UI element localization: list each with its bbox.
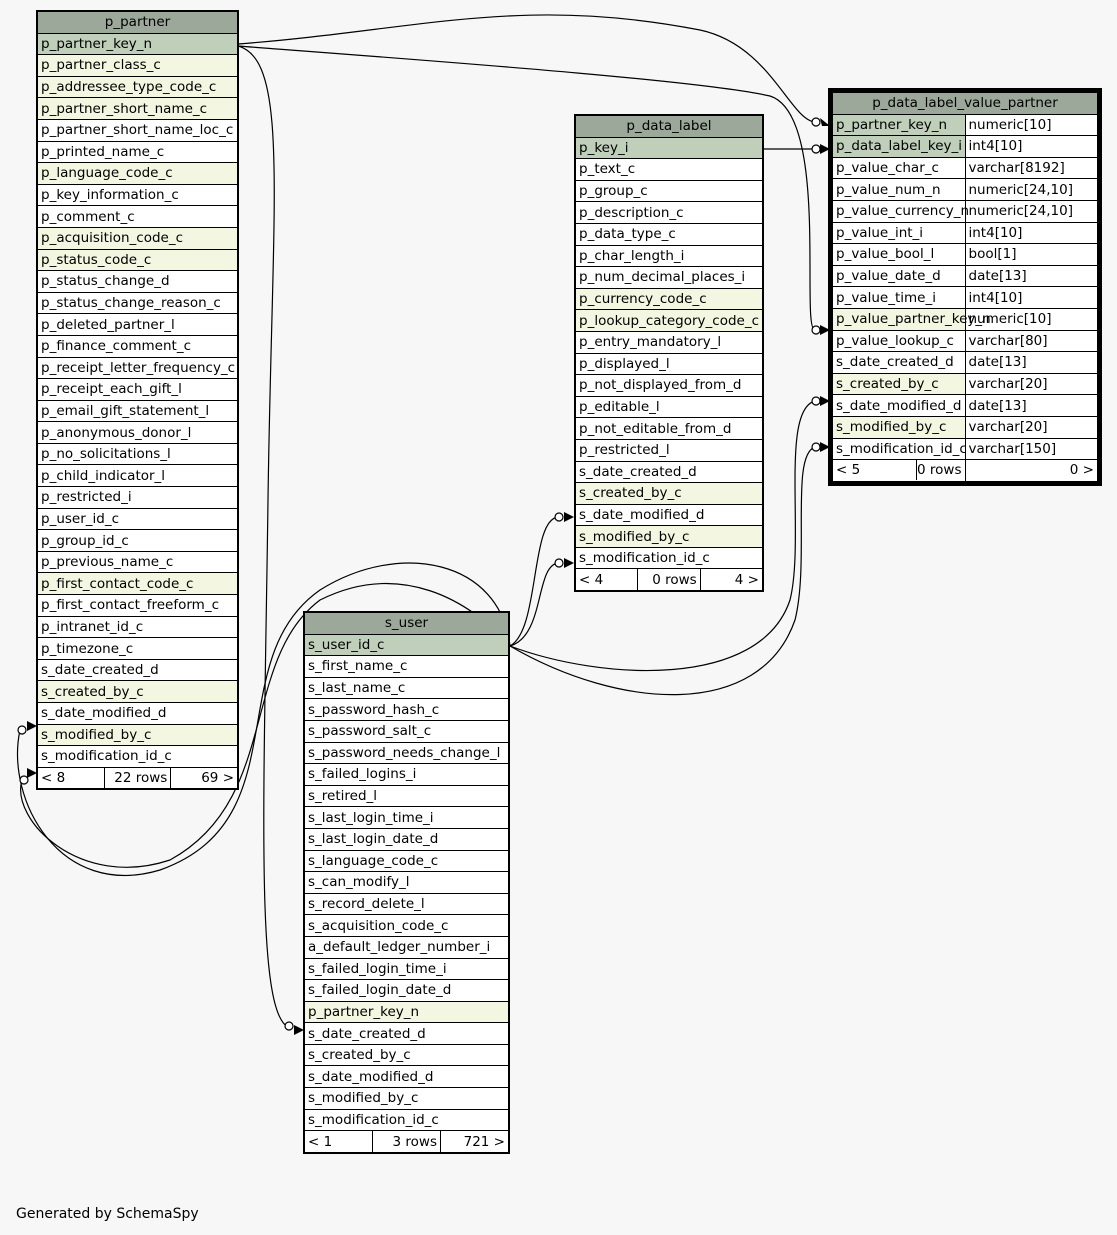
column-row[interactable] (305, 915, 509, 937)
column-name: s_created_by_c (833, 373, 966, 395)
column-name: s_failed_login_date_d (305, 980, 509, 1002)
column-name: p_data_type_c (576, 223, 763, 245)
column-type: date[13] (965, 395, 1098, 417)
edge-arrowhead (564, 558, 574, 568)
column-name: s_failed_logins_i (305, 764, 509, 786)
column-row[interactable] (305, 828, 509, 850)
column-row[interactable] (833, 416, 1098, 438)
column-name: p_first_contact_freeform_c (38, 595, 238, 617)
column-row[interactable] (38, 746, 238, 768)
column-name: p_value_date_d (833, 265, 966, 287)
table-parents-count[interactable]: < 8 (38, 767, 105, 789)
column-row[interactable] (38, 465, 238, 487)
column-row[interactable] (833, 222, 1098, 244)
column-name: p_acquisition_code_c (38, 227, 238, 249)
column-row[interactable] (38, 357, 238, 379)
column-row[interactable] (38, 163, 238, 185)
column-row[interactable] (38, 33, 238, 55)
column-row[interactable] (576, 461, 763, 483)
column-row[interactable] (833, 287, 1098, 309)
column-row[interactable] (576, 418, 763, 440)
column-row[interactable] (305, 850, 509, 872)
column-name: s_password_needs_change_l (305, 742, 509, 764)
column-row[interactable] (38, 724, 238, 746)
column-row[interactable] (305, 980, 509, 1002)
column-row[interactable] (576, 483, 763, 505)
column-row[interactable] (305, 699, 509, 721)
table-children-count[interactable]: 4 > (700, 569, 762, 591)
column-name: p_value_time_i (833, 287, 966, 309)
column-row[interactable] (38, 681, 238, 703)
table-children-count[interactable]: 721 > (441, 1131, 509, 1153)
table-title: p_data_label (576, 116, 763, 138)
column-row[interactable] (305, 1109, 509, 1131)
column-name: p_restricted_i (38, 487, 238, 509)
column-name: p_char_length_i (576, 245, 763, 267)
column-name: p_partner_key_n (38, 33, 238, 55)
column-type: varchar[8192] (965, 157, 1098, 179)
edge-partner-key-to-value-partner-key (238, 15, 815, 122)
column-name: s_password_salt_c (305, 720, 509, 742)
column-row[interactable] (576, 504, 763, 526)
column-row[interactable] (576, 526, 763, 548)
column-row[interactable] (576, 245, 763, 267)
column-type: varchar[80] (965, 330, 1098, 352)
column-row[interactable] (38, 595, 238, 617)
column-row[interactable] (576, 439, 763, 461)
column-row[interactable] (305, 720, 509, 742)
edge-end-circle (812, 118, 820, 126)
column-row[interactable] (833, 244, 1098, 266)
column-row[interactable] (833, 157, 1098, 179)
table-parents-count[interactable]: < 1 (305, 1131, 373, 1153)
column-name: p_finance_comment_c (38, 335, 238, 357)
column-name: p_intranet_id_c (38, 616, 238, 638)
column-name: p_receipt_each_gift_l (38, 379, 238, 401)
column-name: s_acquisition_code_c (305, 915, 509, 937)
table-title: p_partner (38, 12, 238, 34)
column-row[interactable] (833, 136, 1098, 158)
column-name: s_date_created_d (305, 1023, 509, 1045)
table-parents-count[interactable]: < 5 (833, 460, 917, 480)
column-name: p_text_c (576, 159, 763, 181)
table-p-data-label[interactable] (574, 114, 764, 592)
table-s-user[interactable] (303, 611, 510, 1154)
column-name: p_editable_l (576, 396, 763, 418)
edge-end-circle (555, 559, 563, 567)
column-row[interactable] (576, 223, 763, 245)
column-row[interactable] (833, 114, 1098, 136)
column-row[interactable] (833, 373, 1098, 395)
column-row[interactable] (305, 958, 509, 980)
edge-end-circle (812, 326, 820, 334)
column-name: s_date_created_d (38, 659, 238, 681)
column-row[interactable] (576, 331, 763, 353)
column-name: p_partner_short_name_loc_c (38, 119, 238, 141)
edge-arrowhead (564, 512, 574, 522)
column-name: p_entry_mandatory_l (576, 331, 763, 353)
column-name: s_date_created_d (576, 461, 763, 483)
column-name: p_partner_key_n (833, 114, 966, 136)
column-name: p_printed_name_c (38, 141, 238, 163)
column-name: p_comment_c (38, 206, 238, 228)
column-row[interactable] (38, 76, 238, 98)
column-name: s_date_modified_d (305, 1066, 509, 1088)
column-row[interactable] (305, 677, 509, 699)
table-row-count: 3 rows (373, 1131, 441, 1153)
column-row[interactable] (38, 487, 238, 509)
column-row[interactable] (38, 638, 238, 660)
column-name: p_value_int_i (833, 222, 966, 244)
column-name: p_description_c (576, 202, 763, 224)
column-name: s_date_modified_d (833, 395, 966, 417)
column-row[interactable] (576, 159, 763, 181)
column-row[interactable] (38, 184, 238, 206)
column-name: p_addressee_type_code_c (38, 76, 238, 98)
edge-end-circle (285, 1022, 293, 1030)
column-name: s_language_code_c (305, 850, 509, 872)
column-name: s_last_name_c (305, 677, 509, 699)
column-name: s_modified_by_c (833, 416, 966, 438)
column-row[interactable] (305, 764, 509, 786)
column-row[interactable] (38, 422, 238, 444)
column-name: p_receipt_letter_frequency_c (38, 357, 238, 379)
column-name: p_not_displayed_from_d (576, 375, 763, 397)
column-row[interactable] (305, 656, 509, 678)
column-name: p_partner_key_n (305, 1001, 509, 1023)
column-name: a_default_ledger_number_i (305, 936, 509, 958)
table-parents-count[interactable]: < 4 (576, 569, 638, 591)
column-row[interactable] (576, 310, 763, 332)
edge-end-circle (555, 513, 563, 521)
column-name: p_email_gift_statement_l (38, 400, 238, 422)
column-type: int4[10] (965, 287, 1098, 309)
column-name: p_status_change_d (38, 271, 238, 293)
column-name: p_anonymous_donor_l (38, 422, 238, 444)
column-name: s_date_modified_d (576, 504, 763, 526)
column-type: int4[10] (965, 222, 1098, 244)
column-name: s_modification_id_c (576, 547, 763, 569)
table-footer-left (833, 460, 966, 482)
table-children-count[interactable]: 69 > (171, 767, 238, 789)
column-name: s_first_name_c (305, 656, 509, 678)
column-name: s_created_by_c (38, 681, 238, 703)
column-row[interactable] (576, 353, 763, 375)
column-row[interactable] (305, 1001, 509, 1023)
column-name: s_retired_l (305, 785, 509, 807)
column-row[interactable] (305, 1088, 509, 1110)
column-type: numeric[10] (965, 308, 1098, 330)
column-name: p_child_indicator_l (38, 465, 238, 487)
column-name: p_value_char_c (833, 157, 966, 179)
column-name: p_currency_code_c (576, 288, 763, 310)
column-type: bool[1] (965, 244, 1098, 266)
column-row[interactable] (38, 659, 238, 681)
column-row[interactable] (576, 288, 763, 310)
column-row[interactable] (305, 936, 509, 958)
column-row[interactable] (833, 308, 1098, 330)
column-name: p_status_code_c (38, 249, 238, 271)
column-name: p_previous_name_c (38, 551, 238, 573)
column-row[interactable] (833, 352, 1098, 374)
column-name: s_last_login_time_i (305, 807, 509, 829)
column-name: s_modification_id_c (38, 746, 238, 768)
column-name: p_value_partner_key_n (833, 308, 966, 330)
column-row[interactable] (833, 395, 1098, 417)
column-name: s_modification_id_c (833, 438, 966, 460)
column-row[interactable] (38, 616, 238, 638)
column-row[interactable] (38, 379, 238, 401)
column-row[interactable] (38, 703, 238, 725)
column-row[interactable] (38, 206, 238, 228)
column-row[interactable] (833, 265, 1098, 287)
column-row[interactable] (576, 547, 763, 569)
column-row[interactable] (305, 1044, 509, 1066)
column-name: s_failed_login_time_i (305, 958, 509, 980)
column-name: p_deleted_partner_l (38, 314, 238, 336)
column-name: s_user_id_c (305, 634, 509, 656)
table-title: s_user (305, 613, 509, 635)
column-name: s_modified_by_c (305, 1088, 509, 1110)
column-row[interactable] (38, 271, 238, 293)
column-row[interactable] (576, 137, 763, 159)
column-name: p_status_change_reason_c (38, 292, 238, 314)
column-type: varchar[20] (965, 373, 1098, 395)
column-row[interactable] (38, 98, 238, 120)
column-row[interactable] (38, 530, 238, 552)
column-name: s_modified_by_c (576, 526, 763, 548)
table-row-count: 0 rows (917, 462, 962, 479)
column-row[interactable] (38, 400, 238, 422)
column-name: p_language_code_c (38, 163, 238, 185)
column-name: s_date_modified_d (38, 703, 238, 725)
column-name: p_first_contact_code_c (38, 573, 238, 595)
column-name: p_partner_short_name_c (38, 98, 238, 120)
column-name: s_created_by_c (576, 483, 763, 505)
column-row[interactable] (305, 893, 509, 915)
table-row-count: 0 rows (638, 569, 700, 591)
column-row[interactable] (38, 443, 238, 465)
table-p-partner[interactable] (36, 10, 239, 790)
column-name: s_modification_id_c (305, 1109, 509, 1131)
column-name: p_key_i (576, 137, 763, 159)
column-row[interactable] (833, 330, 1098, 352)
column-row[interactable] (576, 267, 763, 289)
column-row[interactable] (833, 438, 1098, 460)
column-name: p_key_information_c (38, 184, 238, 206)
column-row[interactable] (38, 551, 238, 573)
column-row[interactable] (38, 141, 238, 163)
column-type: numeric[24,10] (965, 200, 1098, 222)
column-name: p_group_id_c (38, 530, 238, 552)
column-name: s_record_delete_l (305, 893, 509, 915)
column-name: p_displayed_l (576, 353, 763, 375)
edge-end-circle (812, 145, 820, 153)
column-type: numeric[10] (965, 114, 1098, 136)
column-name: p_value_bool_l (833, 244, 966, 266)
column-name: s_created_by_c (305, 1044, 509, 1066)
column-name: p_no_solicitations_l (38, 443, 238, 465)
column-name: p_value_num_n (833, 179, 966, 201)
column-type: date[13] (965, 352, 1098, 374)
column-type: varchar[20] (965, 416, 1098, 438)
edge-end-circle (18, 726, 26, 734)
edge-end-circle (812, 397, 820, 405)
column-name: p_num_decimal_places_i (576, 267, 763, 289)
column-row[interactable] (38, 314, 238, 336)
column-row[interactable] (305, 1066, 509, 1088)
column-row[interactable] (38, 573, 238, 595)
column-name: p_restricted_l (576, 439, 763, 461)
column-name: p_user_id_c (38, 508, 238, 530)
column-name: p_group_c (576, 180, 763, 202)
column-type: int4[10] (965, 136, 1098, 158)
column-row[interactable] (305, 1023, 509, 1045)
column-row[interactable] (305, 872, 509, 894)
column-type: numeric[24,10] (965, 179, 1098, 201)
footer-credit: Generated by SchemaSpy (16, 1206, 199, 1222)
column-row[interactable] (38, 119, 238, 141)
table-p-data-label-value-partner[interactable] (829, 89, 1101, 485)
column-name: p_not_editable_from_d (576, 418, 763, 440)
table-title: p_data_label_value_partner (833, 93, 1098, 115)
edge-user-to-label-created-by (510, 517, 558, 646)
edge-partner-key-to-user-partner-key (238, 46, 288, 1027)
column-row[interactable] (833, 200, 1098, 222)
column-row[interactable] (576, 180, 763, 202)
column-name: s_date_created_d (833, 352, 966, 374)
column-type: varchar[150] (965, 438, 1098, 460)
column-name: p_lookup_category_code_c (576, 310, 763, 332)
column-row[interactable] (576, 375, 763, 397)
column-row[interactable] (576, 396, 763, 418)
column-type: date[13] (965, 265, 1098, 287)
column-row[interactable] (305, 807, 509, 829)
column-name: p_partner_class_c (38, 55, 238, 77)
edge-end-circle (20, 776, 28, 784)
column-name: p_value_currency_n (833, 200, 966, 222)
table-children-count[interactable]: 0 > (965, 460, 1098, 482)
column-row[interactable] (305, 785, 509, 807)
column-row[interactable] (305, 634, 509, 656)
column-name: s_password_hash_c (305, 699, 509, 721)
column-name: p_timezone_c (38, 638, 238, 660)
edge-end-circle (812, 443, 820, 451)
table-row-count: 22 rows (104, 767, 171, 789)
column-row[interactable] (833, 179, 1098, 201)
column-row[interactable] (38, 227, 238, 249)
column-name: s_last_login_date_d (305, 828, 509, 850)
column-row[interactable] (38, 55, 238, 77)
column-row[interactable] (38, 249, 238, 271)
column-row[interactable] (305, 742, 509, 764)
column-name: s_modified_by_c (38, 724, 238, 746)
column-name: p_value_lookup_c (833, 330, 966, 352)
column-row[interactable] (576, 202, 763, 224)
column-row[interactable] (38, 292, 238, 314)
column-row[interactable] (38, 508, 238, 530)
column-name: s_can_modify_l (305, 872, 509, 894)
column-row[interactable] (38, 335, 238, 357)
column-name: p_data_label_key_i (833, 136, 966, 158)
edge-user-to-label-modified-by (510, 563, 558, 646)
